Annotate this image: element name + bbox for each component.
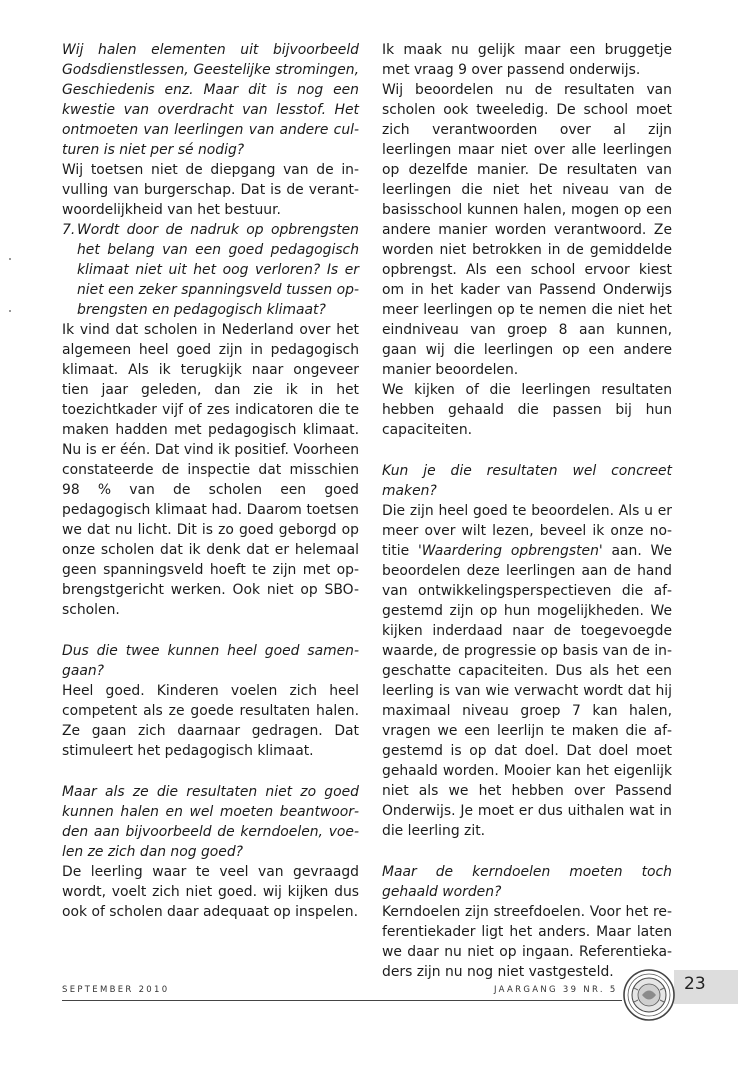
issue-date: SEPTEMBER 2010 (62, 985, 170, 995)
scan-mark (9, 258, 11, 260)
answer-text: De leerling waar te veel van gevraagd wordt, voelt zich niet goed. wij kijken dus ook of scholen daar adequaat op inspelen. (62, 864, 359, 920)
question-text: Wij halen elementen uit bijvoorbeeld Godsdienstlessen, Geestelijke stromingen, Geschiedenis enz. Maar dit is nog een kwestie van overdracht van lesstof. Het ontmoeten van leerlingen van andere culturen is niet per sé nodig? (62, 42, 359, 158)
answer-text (382, 501, 672, 841)
page-number: 23 (684, 974, 706, 994)
answer-text: Ik maak nu gelijk maar een bruggetje met vraag 9 over passend onderwijs. (382, 42, 672, 78)
document-title: 'Waardering opbrengsten' (417, 543, 603, 559)
volume-number: JAARGANG 39 NR. 5 (494, 985, 618, 995)
question-text: Dus die twee kunnen heel goed samengaan? (62, 643, 359, 679)
footer-rule (62, 1000, 622, 1001)
answer-text-end: aan. We beoordelen deze leerlingen aan de hand van ontwikkelingsperspectieven die afgestemd zijn op hun mogelijkheden. We kijken inderdaad naar de toegevoegde waarde, de progressie op basis van de ingeschatte capaciteiten. Dus als het een leerling is van wie verwacht wordt dat hij maximaal niveau groep 7 kan halen, vragen we een leerlijn te maken die afgestemd is op dat doel. Dat doel moet gehaald worden. Mooier kan het eigenlijk niet als we het hebben over Passend Onderwijs. Je moet er dus uithalen wat in die leerling zit. (382, 543, 672, 839)
scan-mark (9, 310, 11, 312)
answer-text: Wij beoordelen nu de resultaten van scholen ook tweeledig. De school moet zich verantwoorden over al zijn leerlingen maar niet over alle leerlingen op dezelfde manier. De resultaten van leerlingen die niet het niveau van de basisschool kunnen halen, mogen op een andere manier worden verantwoord. Ze worden niet betrokken in de gemiddelde opbrengst. Als een school ervoor kiest om in het kader van Passend Onderwijs meer leerlingen op te nemen die niet het eindniveau van groep 8 aan kunnen, gaan wij die leerlingen op een andere manier beoordelen. (382, 82, 672, 378)
question-text: Wordt door de nadruk op opbrengsten het belang van een goed pedagogisch klimaat niet uit het oog verloren? Is er niet een zeker spanningsveld tussen opbrengsten en pedagogisch klimaat? (77, 222, 359, 318)
question-text: Kun je die resultaten wel concreet maken? (382, 463, 672, 499)
question-number: 7. (62, 222, 76, 238)
answer-text: We kijken of die leerlingen resultaten hebben gehaald die passen bij hun capaciteiten. (382, 382, 672, 438)
answer-text: Ik vind dat scholen in Nederland over het algemeen heel goed zijn in pedagogisch klimaat. Als ik terugkijk naar ongeveer tien jaar geleden, dan zie ik in het toezichtkader vijf of zes indicatoren die te maken hadden met pedagogisch klimaat. Nu is er één. Dat vind ik positief. Voorheen constateerde de inspectie dat misschien 98 % van de scholen een goed pedagogisch klimaat had. Daarom toetsen we dat nu licht. Dit is zo goed geborgd op onze scholen dat ik denk dat er helemaal geen spanningsveld hoeft te zijn met opbrengstgericht werken. Ook niet op SBO-scholen. (62, 322, 359, 618)
answer-text: Kerndoelen zijn streefdoelen. Voor het referentiekader ligt het anders. Maar laten we daar nu niet op ingaan. Referentiekaders zijn nu nog niet vastgesteld. (382, 904, 672, 980)
answer-text: Heel goed. Kinderen voelen zich heel competent als ze goede resultaten halen. Ze gaan zich daarnaar gedragen. Dat stimuleert het pedagogisch klimaat. (62, 683, 359, 759)
question-text: Maar als ze die resultaten niet zo goed kunnen halen en wel moeten beantwoorden aan bijvoorbeeld de kerndoelen, voelen ze zich dan nog goed? (62, 784, 359, 860)
numbered-question (62, 220, 359, 320)
answer-text-start: Die zijn heel goed te beoordelen. Als u er meer over wilt lezen, beveel ik onze notitie (382, 503, 672, 559)
right-column (382, 40, 672, 982)
question-text: Maar de kerndoelen moeten toch gehaald worden? (382, 864, 672, 900)
seal-emblem-icon (622, 968, 676, 1022)
answer-text: Wij toetsen niet de diepgang van de invulling van burgerschap. Dat is de verantwoordelijkheid van het bestuur. (62, 162, 359, 218)
left-column (62, 40, 359, 922)
page-footer (62, 974, 738, 1008)
